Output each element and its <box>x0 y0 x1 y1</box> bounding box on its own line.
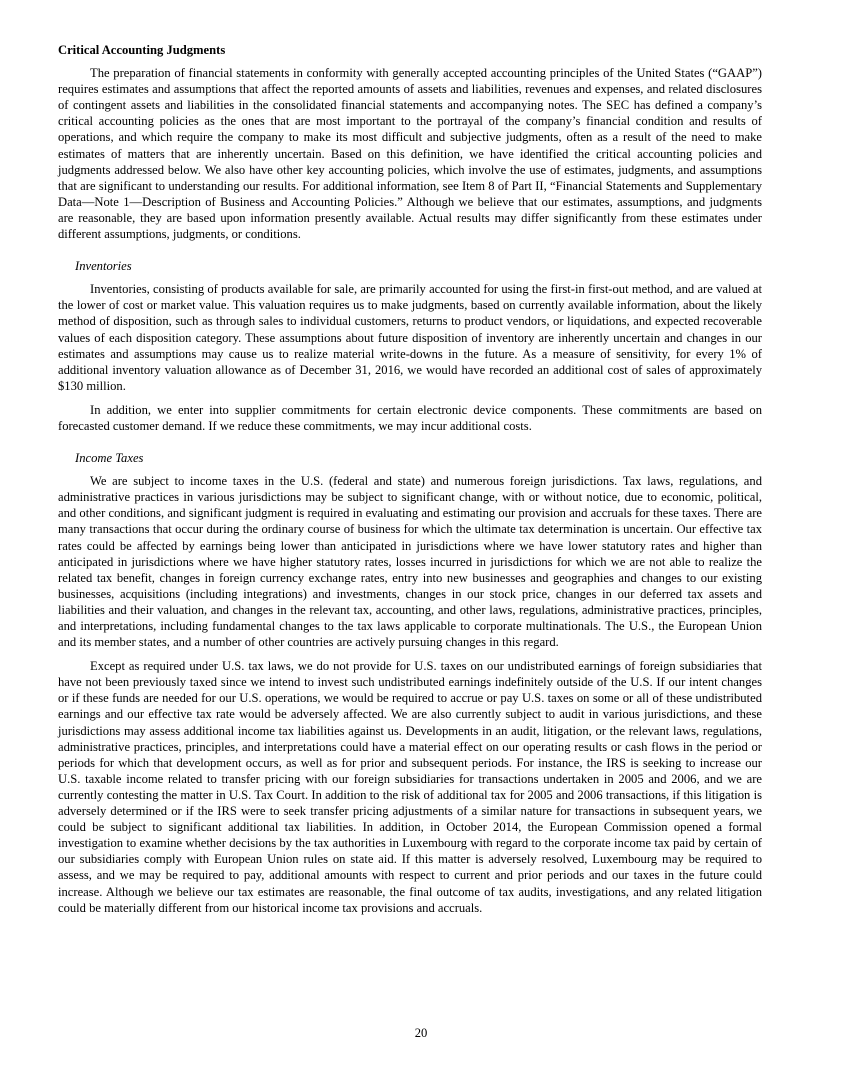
page-number: 20 <box>414 1026 428 1040</box>
income-taxes-paragraph-2: Except as required under U.S. tax laws, we do not provide for U.S. taxes on our undistributed earnings of foreign subsidiaries that have not been previously taxed since we intend to invest such undistributed earnings indefinitely outside of the U.S. If our intent changes or if these funds are needed for our U.S. operations, we would be required to accrue or pay U.S. taxes on some or all of these undistributed earnings and our effective tax rate would be adversely affected. We are also currently subject to audit in various jurisdictions, and these jurisdictions may assess additional income tax liabilities against us. Developments in an audit, litigation, or the relevant laws, regulations, administrative practices, principles, and interpretations could have a material effect on our operating results or cash flows in the period or periods for which that development occurs, as well as for prior and subsequent periods. For instance, the IRS is seeking to increase our U.S. taxable income related to transfer pricing with our foreign subsidiaries for transactions undertaken in 2005 and 2006, and we are currently contesting the matter in U.S. Tax Court. In addition to the risk of additional tax for 2005 and 2006 transactions, if this litigation is adversely determined or if the IRS were to seek transfer pricing adjustments of a similar nature for transactions in subsequent years, we could be subject to significant additional tax liabilities. In addition, in October 2014, the European Commission opened a formal investigation to examine whether decisions by the tax authorities in Luxembourg with regard to the corporate income tax paid by certain of our subsidiaries comply with European Union rules on state aid. If this matter is adversely resolved, Luxembourg may be required to assess, and we may be required to pay, additional amounts with respect to current and prior periods and our taxes in the future could increase. Although we believe our tax estimates are reasonable, the final outcome of tax audits, investigations, and any related litigation could be materially different from our historical income tax provisions and accruals. <box>58 659 762 915</box>
income-taxes-paragraph-1: We are subject to income taxes in the U.S. (federal and state) and numerous foreign jurisdictions. Tax laws, regulations, and administrative practices in various jurisdictions may be subject to significant change, with or without notice, due to economic, political, and other conditions, and significant judgment is required in evaluating and estimating our provision and accruals for these taxes. There are many transactions that occur during the ordinary course of business for which the ultimate tax determination is uncertain. Our effective tax rates could be affected by earnings being lower than anticipated in jurisdictions where we have lower statutory rates and higher than anticipated in jurisdictions where we have higher statutory rates, losses incurred in jurisdictions for which we are not able to realize the related tax benefit, changes in foreign currency exchange rates, entry into new businesses and geographies and changes to our existing businesses, acquisitions (including integrations) and investments, changes in our stock price, changes in our deferred tax assets and liabilities and their valuation, and changes in the relevant tax, accounting, and other laws, regulations, administrative practices, principles, and interpretations, including fundamental changes to the tax laws applicable to corporate multinationals. The U.S., the European Union and its member states, and a number of other countries are actively pursuing changes in this regard. <box>58 474 762 650</box>
intro-paragraph: The preparation of financial statements in conformity with generally accepted accounting principles of the United States (“GAAP”) requires estimates and assumptions that affect the reported amounts of assets and liabilities, revenues and expenses, and related disclosures of contingent assets and liabilities in the consolidated financial statements and accompanying notes. The SEC has defined a company’s critical accounting policies as the ones that are most important to the portrayal of the company’s financial condition and results of operations, and which require the company to make its most difficult and subjective judgments, often as a result of the need to make estimates of matters that are inherently uncertain. Based on this definition, we have identified the critical accounting policies and judgments addressed below. We also have other key accounting policies, which involve the use of estimates, judgments, and assumptions that are significant to understanding our results. For additional information, see Item 8 of Part II, “Financial Statements and Supplementary Data—Note 1—Description of Business and Accounting Policies.” Although we believe that our estimates, assumptions, and judgments are reasonable, they are based upon information presently available. Actual results may differ significantly from these estimates under different assumptions, judgments, or conditions. <box>58 66 762 242</box>
inventories-paragraph-1: Inventories, consisting of products available for sale, are primarily accounted for using the first-in first-out method, and are valued at the lower of cost or market value. This valuation requires us to make judgments, based on currently available information, about the likely method of disposition, such as through sales to individual customers, returns to product vendors, or liquidations, and expected recoverable values of each disposition category. These assumptions about future disposition of inventory are inherently uncertain and changes in our estimates and assumptions may cause us to realize material write-downs in the future. As a measure of sensitivity, for every 1% of additional inventory valuation allowance as of December 31, 2016, we would have recorded an additional cost of sales of approximately $130 million. <box>58 282 762 393</box>
section-heading: Critical Accounting Judgments <box>58 43 226 57</box>
income-taxes-heading: Income Taxes <box>75 451 144 466</box>
inventories-paragraph-2: In addition, we enter into supplier commitments for certain electronic device components. These commitments are based on forecasted customer demand. If we reduce these commitments, we may incur additional costs. <box>58 402 762 433</box>
spacer <box>58 442 762 450</box>
spacer <box>58 250 762 258</box>
inventories-heading: Inventories <box>75 259 132 274</box>
document-page <box>58 42 762 924</box>
